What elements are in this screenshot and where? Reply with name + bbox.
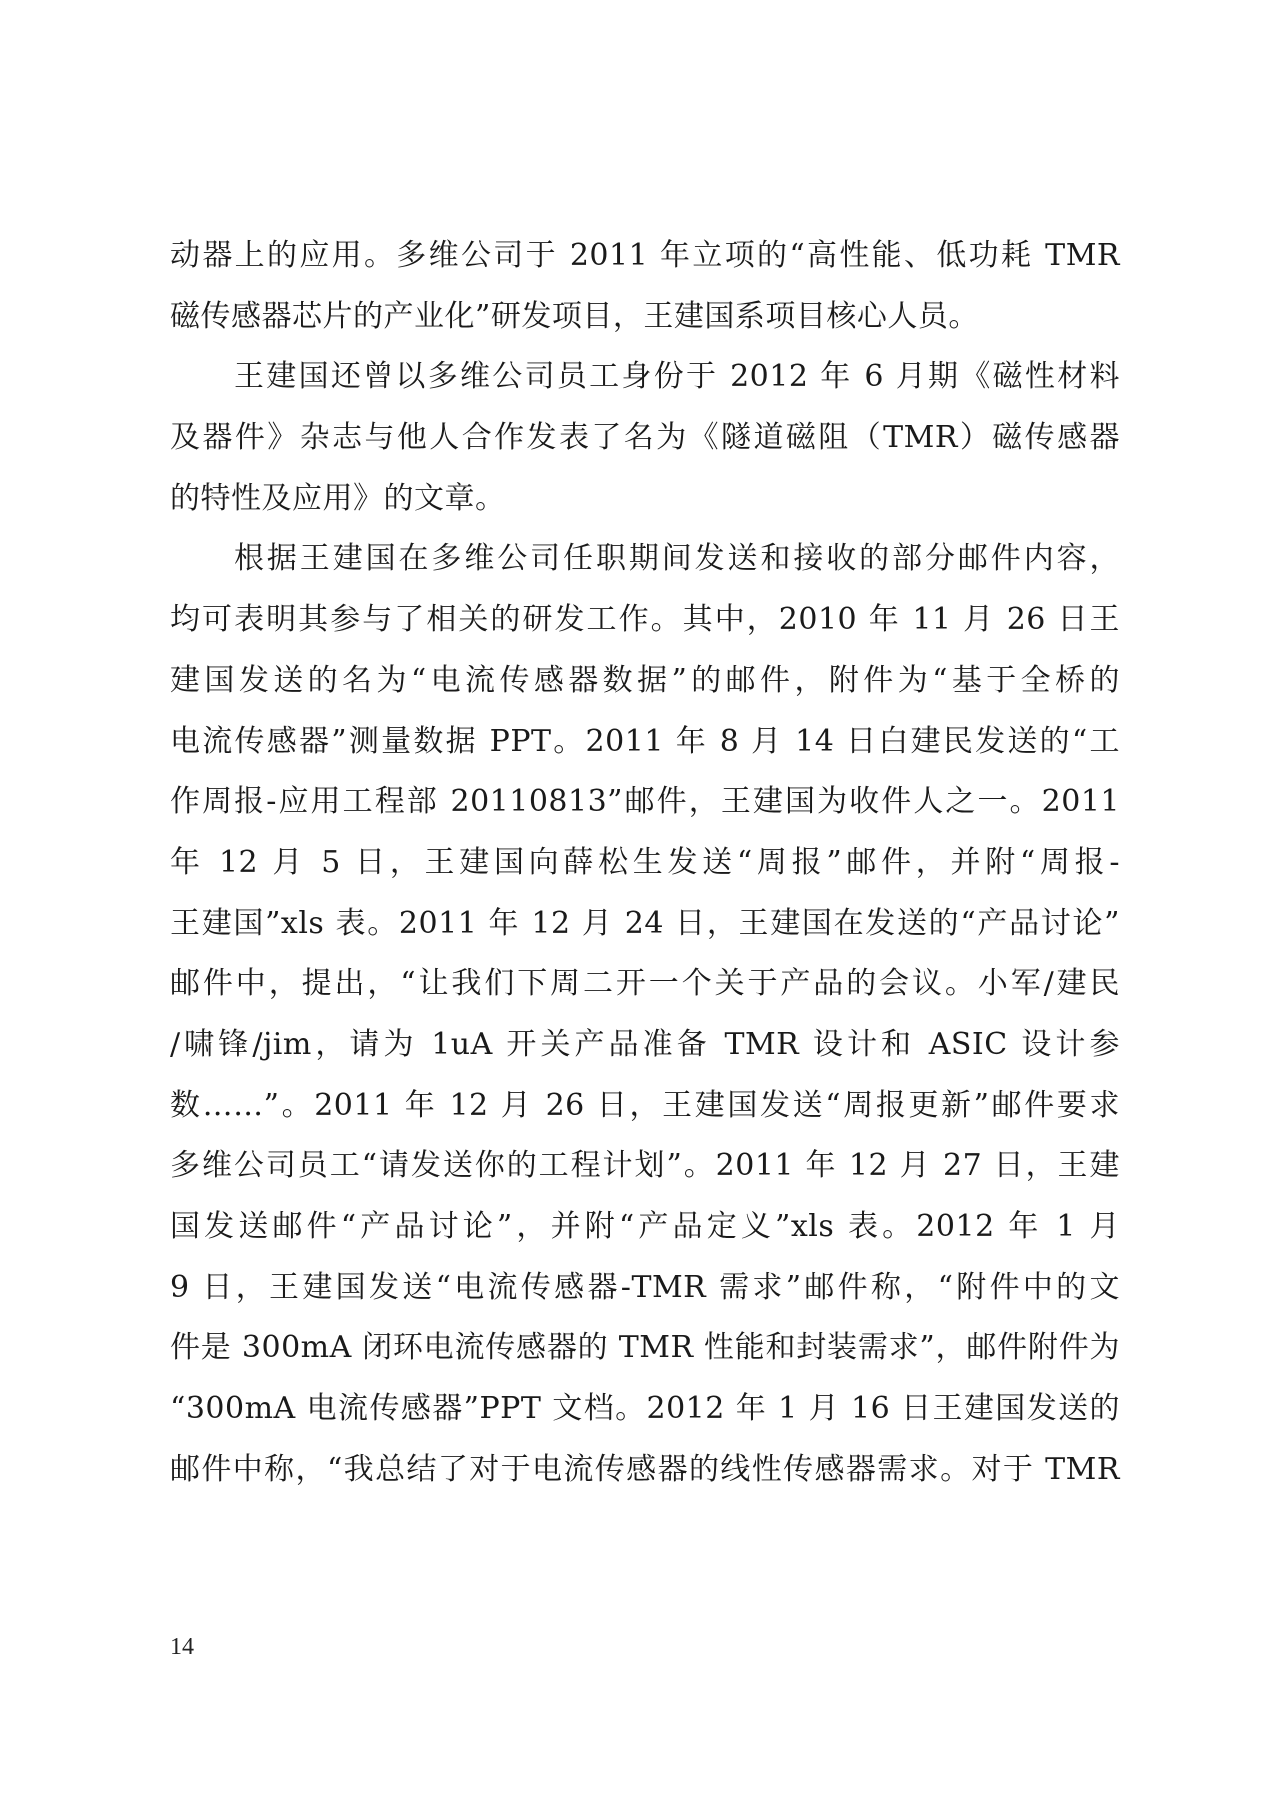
text-line: 建国发送的名为“电流传感器数据”的邮件，附件为“基于全桥的 (170, 662, 1120, 698)
text-line: 多维公司员工“请发送你的工程计划”。2011 年 12 月 27 日，王建 (170, 1148, 1120, 1184)
text-line: 的特性及应用》的文章。 (170, 480, 506, 516)
text-line: 邮件中，提出，“让我们下周二开一个关于产品的会议。小军/建民 (170, 966, 1120, 1002)
page-number: 14 (170, 1634, 194, 1660)
text-line: 年 12 月 5 日，王建国向薛松生发送“周报”邮件，并附“周报- (170, 844, 1120, 880)
text-line: 磁传感器芯片的产业化”研发项目，王建国系项目核心人员。 (170, 298, 979, 334)
text-line: 王建国还曾以多维公司员工身份于 2012 年 6 月期《磁性材料 (234, 359, 1120, 395)
text-line: 均可表明其参与了相关的研发工作。其中，2010 年 11 月 26 日王 (170, 602, 1120, 638)
text-line: 国发送邮件“产品讨论”，并附“产品定义”xls 表。2012 年 1 月 (170, 1209, 1120, 1244)
text-line: “300mA 电流传感器”PPT 文档。2012 年 1 月 16 日王建国发送的 (170, 1391, 1120, 1427)
body-text (170, 226, 1120, 1500)
text-line: 根据王建国在多维公司任职期间发送和接收的部分邮件内容， (234, 541, 1120, 577)
text-line: 作周报-应用工程部 20110813”邮件，王建国为收件人之一。2011 (170, 784, 1120, 820)
text-line: 件是 300mA 闭环电流传感器的 TMR 性能和封装需求”，邮件附件为 (170, 1330, 1120, 1366)
text-line: 9 日，王建国发送“电流传感器-TMR 需求”邮件称，“附件中的文 (170, 1269, 1120, 1305)
text-line: 动器上的应用。多维公司于 2011 年立项的“高性能、低功耗 TMR (170, 238, 1120, 273)
text-line: 电流传感器”测量数据 PPT。2011 年 8 月 14 日白建民发送的“工 (170, 723, 1120, 759)
text-line: 及器件》杂志与他人合作发表了名为《隧道磁阻（TMR）磁传感器 (170, 420, 1120, 456)
text-line: 数……”。2011 年 12 月 26 日，王建国发送“周报更新”邮件要求 (170, 1087, 1120, 1123)
text-line: 邮件中称，“我总结了对于电流传感器的线性传感器需求。对于 TMR (170, 1451, 1120, 1487)
text-line: /啸锋/jim，请为 1uA 开关产品准备 TMR 设计和 ASIC 设计参 (170, 1026, 1120, 1062)
text-line: 王建国”xls 表。2011 年 12 月 24 日，王建国在发送的“产品讨论” (170, 905, 1120, 941)
